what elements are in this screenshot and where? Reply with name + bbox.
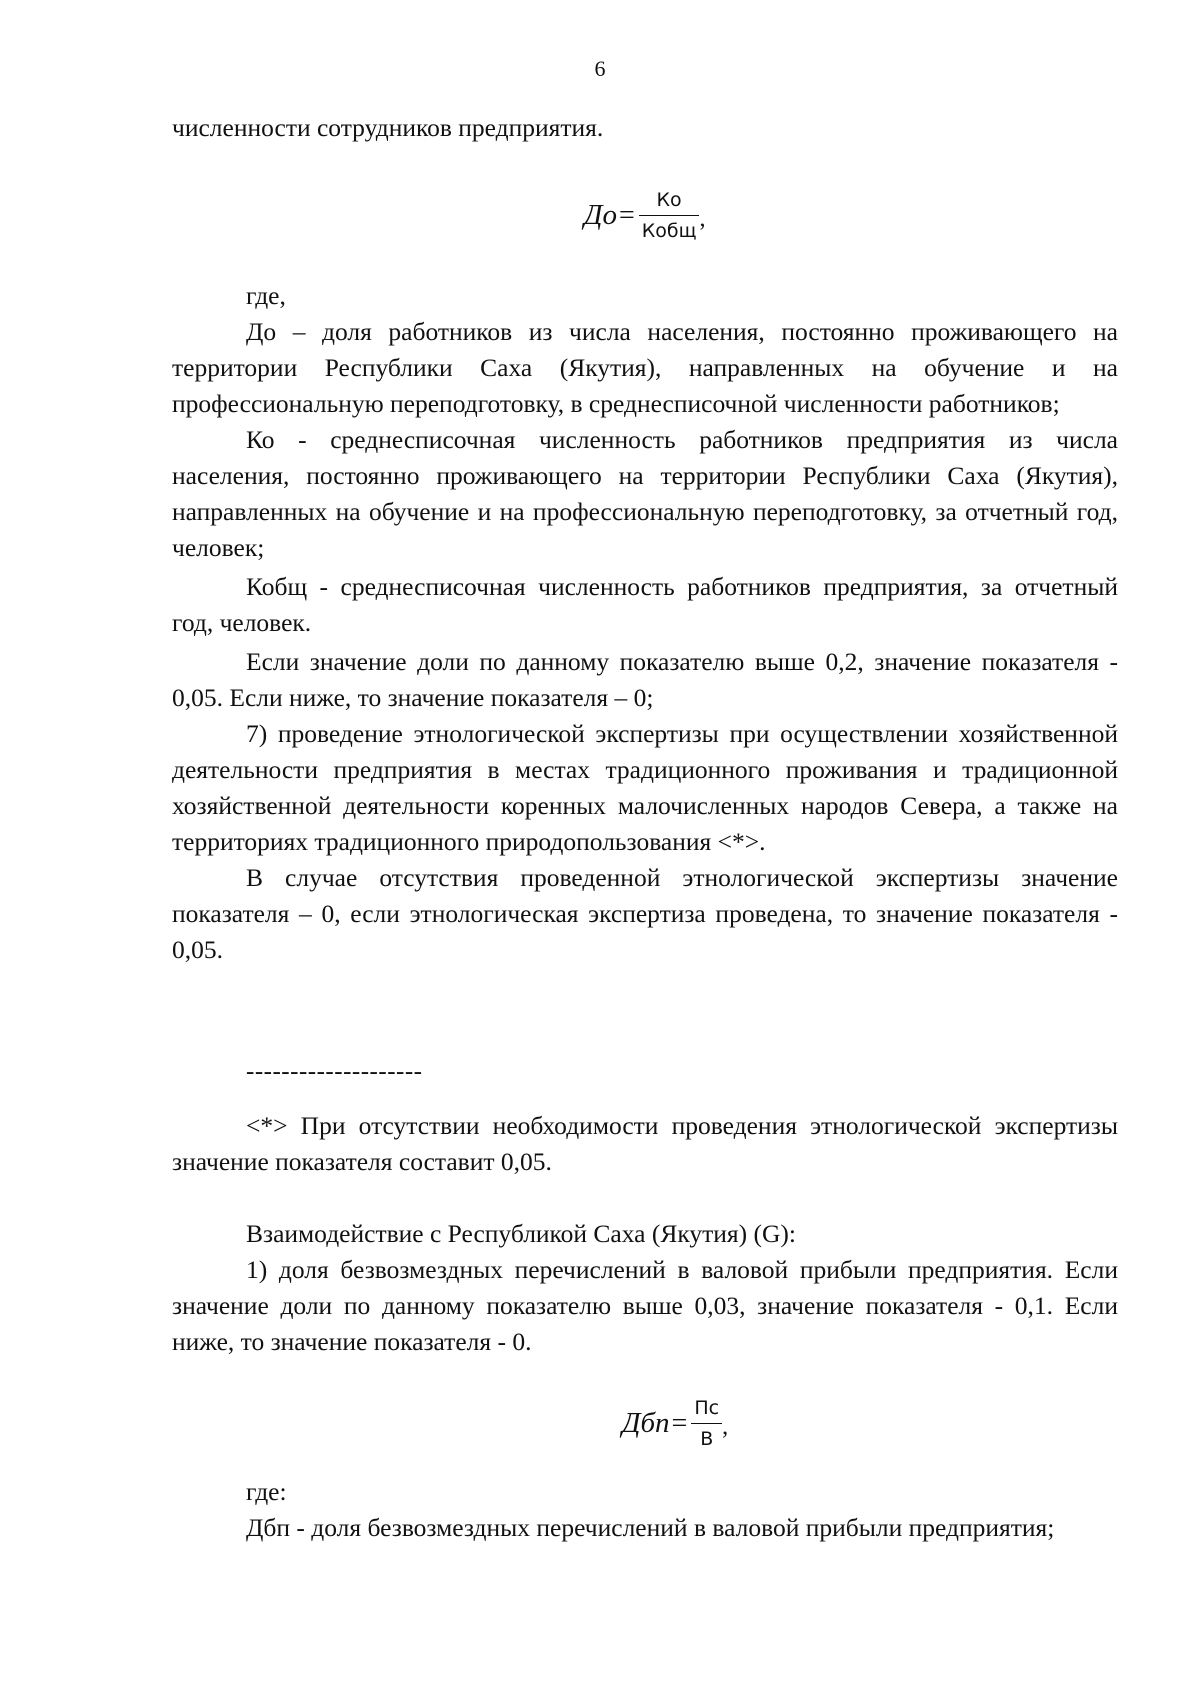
formula-denominator: В	[700, 1428, 714, 1450]
footnote-separator: --------------------	[246, 1058, 423, 1085]
footnote-block	[172, 1108, 1118, 1180]
text-line-top	[172, 110, 1118, 146]
formula-dbp	[622, 1396, 728, 1451]
paragraph-interaction-heading: Взаимодействие с Республикой Саха (Якутия) (G):	[246, 1219, 797, 1248]
footnote-text: <*> При отсутствии необходимости проведения этнологической экспертизы значение показателя составит 0,05.	[172, 1111, 1118, 1176]
paragraph-continuation: численности сотрудников предприятия.	[172, 113, 604, 142]
paragraph-item-7: 7) проведение этнологической экспертизы при осуществлении хозяйственной деятельности предприятия в местах традиционного проживания и традиционной хозяйственной деятельности коренных малочисленных народов Севера, а также на территориях традиционного природопользования <*>.	[172, 719, 1118, 856]
paragraph-expertise: В случае отсутствия проведенной этнологической экспертизы значение показателя – 0, если этнологическая экспертиза проведена, то значение показателя - 0,05.	[172, 863, 1118, 964]
definitions-block-2	[172, 1474, 1118, 1546]
page-number: 6	[594, 56, 606, 81]
paragraph-where-2: где:	[246, 1477, 287, 1506]
paragraph-ko-definition: Ко - среднесписочная численность работников предприятия из числа населения, постоянно проживающего на территории Республики Саха (Якутия), направленных на обучение и на профессиональную переподготовку, за отчетный год, человек;	[172, 425, 1118, 562]
formula-comma: ,	[699, 206, 706, 232]
formula-equals: =	[618, 199, 635, 231]
formula-numerator: Ко	[656, 189, 682, 211]
paragraph-where: где,	[246, 281, 286, 310]
paragraph-kobshch-definition: Кобщ - среднесписочная численность работников предприятия, за отчетный год, человек.	[172, 572, 1118, 637]
interaction-block	[172, 1216, 1118, 1360]
paragraph-item-1: 1) доля безвозмездных перечислений в валовой прибыли предприятия. Если значение доли по данному показателю выше 0,03, значение показателя - 0,1. Если ниже, то значение показателя - 0.	[172, 1255, 1118, 1356]
formula-fraction	[639, 188, 700, 243]
paragraph-do-definition: До – доля работников из числа населения, постоянно проживающего на территории Республики Саха (Якутия), направленных на обучение и на профессиональную переподготовку, в среднесписочной численности работников;	[172, 317, 1118, 418]
formula-denominator: Кобщ	[641, 220, 697, 242]
formula-fraction	[691, 1396, 722, 1451]
formula-numerator: Пс	[694, 1397, 720, 1419]
definitions-block	[172, 278, 1118, 968]
paragraph-dbp-definition: Дбп - доля безвозмездных перечислений в валовой прибыли предприятия;	[246, 1513, 1055, 1542]
formula-lhs: Дбп	[622, 1407, 670, 1439]
formula-lhs: До	[584, 199, 617, 231]
formula-do	[584, 188, 705, 243]
paragraph-threshold: Если значение доли по данному показателю выше 0,2, значение показателя - 0,05. Если ниже, то значение показателя – 0;	[172, 647, 1118, 712]
formula-comma: ,	[722, 1414, 729, 1440]
formula-equals: =	[671, 1407, 688, 1439]
